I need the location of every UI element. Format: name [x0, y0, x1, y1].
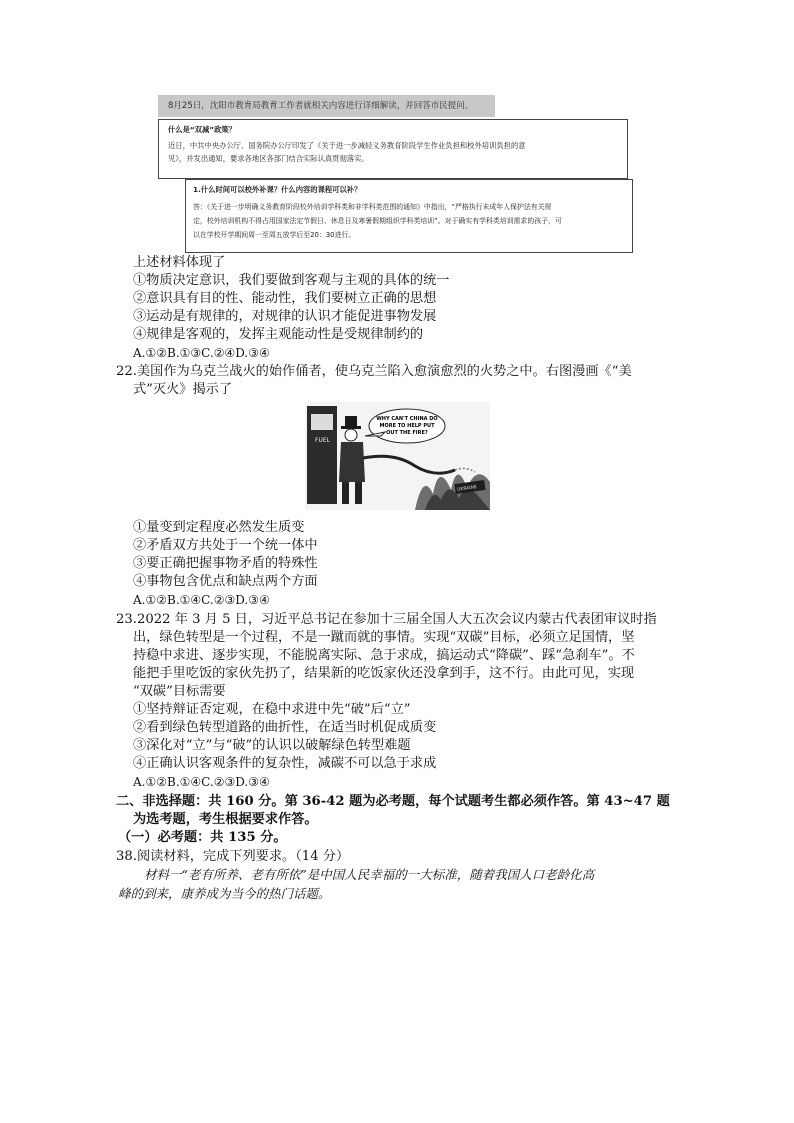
q21-option-2: ②意识具有目的性、能动性，我们要树立正确的思想 [133, 291, 437, 306]
fire-label: UKRAINE [456, 485, 478, 493]
card2-line2: 定，校外培训机构不得占用国家法定节假日、休息日及寒暑假期组织学科类培训”。对于确实有学科类培训需求的孩子，可 [193, 217, 562, 225]
q22-option-3: ③要正确把握事物矛盾的特殊性 [133, 556, 318, 571]
section2-heading-line1: 二、非选择题：共 160 分。第 36-42 题为必考题，每个试题考生都必须作答。第 43~47 题 [116, 794, 670, 809]
q21-option-4: ④规律是客观的，发挥主观能动性是受规律制约的 [133, 327, 424, 342]
q38-material-line2: 峰的到来，康养成为当今的热门话题。 [118, 886, 331, 901]
q22-option-2: ②矛盾双方共处于一个统一体中 [133, 538, 318, 553]
q23-line3: 持稳中求进、逐步实现，不能脱离实际、急于求成，搞运动式“降碳”、踩“急刹车”。不 [133, 648, 635, 663]
q21-answers: A.①②B.①③C.②④D.③④ [133, 346, 270, 360]
bubble-line-1: WHY CAN'T CHINA DO [376, 416, 438, 422]
q23-option-2: ②看到绿色转型道路的曲折性，在适当时机促成质变 [133, 720, 437, 735]
section2-heading-line2: 为选考题，考生根据要求作答。 [133, 812, 318, 827]
q22-stem-line2: 式”灭火》揭示了 [133, 382, 233, 397]
q23-line5: “双碳”目标需要 [133, 684, 226, 699]
card1-title: 什么是“双减”政策？ [168, 125, 236, 134]
q21-option-3: ③运动是有规律的，对规律的认识才能促进事物发展 [133, 309, 437, 324]
screenshot-card-qa [185, 179, 633, 253]
q22-option-1: ①量变到定程度必然发生质变 [133, 520, 305, 535]
q21-option-1: ①物质决定意识，我们要做到客观与主观的具体的统一 [133, 273, 450, 288]
q23-line2: 出，绿色转型是一个过程，不是一蹴而就的事情。实现“双碳”目标，必须立足国情，坚 [133, 630, 635, 645]
q22-answers: A.①②B.①④C.②③D.③④ [133, 593, 270, 607]
q22-stem-line1: 22.美国作为乌克兰战火的始作俑者，使乌克兰陷入愈演愈烈的火势之中。右图漫画《“美 [116, 364, 632, 379]
section2-subheading: （一）必考题：共 135 分。 [118, 830, 287, 845]
bubble-line-2: MORE TO HELP PUT [379, 423, 435, 429]
q23-answers: A.①②B.①④C.②③D.③④ [133, 775, 270, 789]
q23-line1: 23.2022 年 3 月 5 日，习近平总书记在参加十三届全国人大五次会议内蒙古代表团审议时指 [116, 612, 657, 627]
q38-material-line1: 材料一“老有所养、老有所依”是中国人民幸福的一大标准，随着我国人口老龄化高 [144, 867, 595, 882]
q23-option-3: ③深化对“立”与“破”的认识以破解绿色转型难题 [133, 738, 411, 753]
screenshot-banner: 8月25日，沈阳市教育局教育工作者就相关内容进行详细解读，并回答市民提问。 [158, 95, 495, 117]
card2-title: 1.什么时间可以校外补课？什么内容的课程可以补？ [193, 185, 362, 194]
cartoon-american-firefighting [305, 402, 490, 510]
q22-option-4: ④事物包含优点和缺点两个方面 [133, 574, 318, 589]
q38-stem: 38.阅读材料，完成下列要求。（14 分） [116, 849, 350, 864]
q23-option-1: ①坚持辩证否定观，在稳中求进中先“破”后“立” [133, 702, 411, 717]
q23-line4: 能把手里吃饭的家伙先扔了，结果新的吃饭家伙还没拿到手，这不行。由此可见，实现 [133, 666, 635, 681]
q21-stem: 上述材料体现了 [133, 255, 226, 270]
bubble-line-3: OUT THE FIRE? [386, 430, 428, 436]
pump-label: FUEL [315, 437, 330, 444]
screenshot-card-policy [158, 119, 628, 179]
card2-line3: 以在学校开学期间周一至周五放学后至20：30进行。 [193, 231, 356, 239]
q23-option-4: ④正确认识客观条件的复杂性，减碳不可以急于求成 [133, 756, 437, 771]
news-screenshot [158, 95, 633, 253]
card1-line2: 见》，并发出通知，要求各地区各部门结合实际认真贯彻落实。 [168, 154, 369, 163]
card1-line1: 近日，中共中央办公厅、国务院办公厅印发了《关于进一步减轻义务教育阶段学生作业负担和校外培训负担的意 [168, 141, 526, 150]
card2-line1: 答：《关于进一步明确义务教育阶段校外培训学科类和非学科类范围的通知》中指出，“严格执行未成年人保护法有关规 [193, 203, 552, 211]
